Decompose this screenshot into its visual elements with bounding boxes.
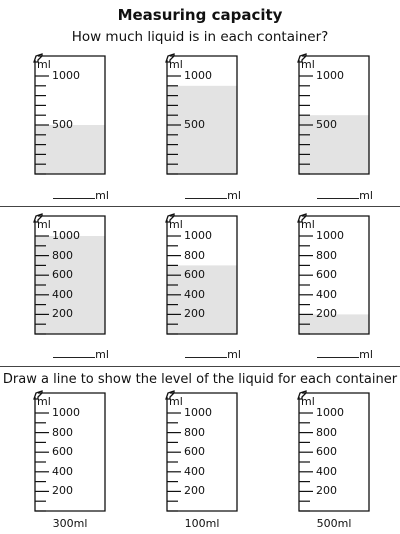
scale-label: 800 bbox=[52, 425, 73, 439]
scale-label: 600 bbox=[184, 268, 205, 282]
scale-label: 600 bbox=[316, 268, 337, 282]
scale-label: 500 bbox=[316, 118, 337, 131]
unit-label: ml bbox=[169, 58, 183, 71]
unit-label: ml bbox=[301, 218, 315, 231]
worksheet-subtitle: How much liquid is in each container? bbox=[71, 29, 329, 45]
answer-blank-r2-2[interactable]: ml bbox=[168, 348, 258, 361]
scale-label: 200 bbox=[316, 484, 337, 498]
scale-label: 1000 bbox=[52, 69, 80, 82]
scale-label: 200 bbox=[52, 307, 73, 321]
unit-label: ml bbox=[169, 395, 183, 408]
beaker-r3-2[interactable] bbox=[166, 391, 238, 511]
scale-label: 600 bbox=[184, 445, 205, 459]
scale-label: 200 bbox=[52, 484, 73, 498]
scale-label: 500 bbox=[184, 118, 205, 131]
scale-label: 1000 bbox=[184, 406, 212, 419]
scale-label: 1000 bbox=[316, 406, 344, 419]
scale-label: 400 bbox=[184, 287, 205, 301]
unit-label: ml bbox=[301, 58, 315, 71]
scale-label: 1000 bbox=[316, 69, 344, 82]
scale-label: 600 bbox=[52, 445, 73, 459]
answer-blank-r1-2[interactable]: ml bbox=[168, 189, 258, 202]
unit-label: ml bbox=[169, 218, 183, 231]
beaker-r1-2 bbox=[166, 54, 238, 174]
worksheet-title: Measuring capacity bbox=[117, 6, 283, 24]
draw-instruction: Draw a line to show the level of the liquid for each container bbox=[2, 372, 398, 387]
scale-label: 600 bbox=[52, 268, 73, 282]
scale-label: 800 bbox=[184, 248, 205, 262]
scale-label: 200 bbox=[316, 307, 337, 321]
target-amount-r3-3: 500ml bbox=[316, 517, 352, 530]
scale-label: 800 bbox=[184, 425, 205, 439]
target-amount-r3-2: 100ml bbox=[184, 517, 220, 530]
scale-label: 400 bbox=[316, 287, 337, 301]
scale-label: 1000 bbox=[52, 406, 80, 419]
answer-blank-r1-1[interactable]: ml bbox=[36, 189, 126, 202]
scale-label: 800 bbox=[316, 425, 337, 439]
scale-label: 200 bbox=[184, 307, 205, 321]
unit-label: ml bbox=[301, 395, 315, 408]
scale-label: 400 bbox=[184, 464, 205, 478]
liquid-fill bbox=[35, 125, 105, 174]
section-divider-2 bbox=[0, 366, 400, 367]
scale-label: 1000 bbox=[316, 229, 344, 242]
beaker-r3-3[interactable] bbox=[298, 391, 370, 511]
scale-label: 400 bbox=[316, 464, 337, 478]
scale-label: 500 bbox=[52, 118, 73, 131]
target-amount-r3-1: 300ml bbox=[52, 517, 88, 530]
scale-label: 800 bbox=[52, 248, 73, 262]
scale-label: 1000 bbox=[184, 229, 212, 242]
beaker-r3-1[interactable] bbox=[34, 391, 106, 511]
beaker-r1-1 bbox=[34, 54, 106, 174]
scale-label: 400 bbox=[52, 464, 73, 478]
answer-blank-r2-3[interactable]: ml bbox=[300, 348, 390, 361]
answer-blank-r1-3[interactable]: ml bbox=[300, 189, 390, 202]
section-divider-1 bbox=[0, 206, 400, 207]
scale-label: 400 bbox=[52, 287, 73, 301]
unit-label: ml bbox=[37, 58, 51, 71]
unit-label: ml bbox=[37, 218, 51, 231]
unit-label: ml bbox=[37, 395, 51, 408]
scale-label: 800 bbox=[316, 248, 337, 262]
scale-label: 600 bbox=[316, 445, 337, 459]
beaker-r2-1 bbox=[34, 214, 106, 334]
beaker-r2-3 bbox=[298, 214, 370, 334]
scale-label: 200 bbox=[184, 484, 205, 498]
scale-label: 1000 bbox=[52, 229, 80, 242]
beaker-r2-2 bbox=[166, 214, 238, 334]
beaker-r1-3 bbox=[298, 54, 370, 174]
answer-blank-r2-1[interactable]: ml bbox=[36, 348, 126, 361]
scale-label: 1000 bbox=[184, 69, 212, 82]
